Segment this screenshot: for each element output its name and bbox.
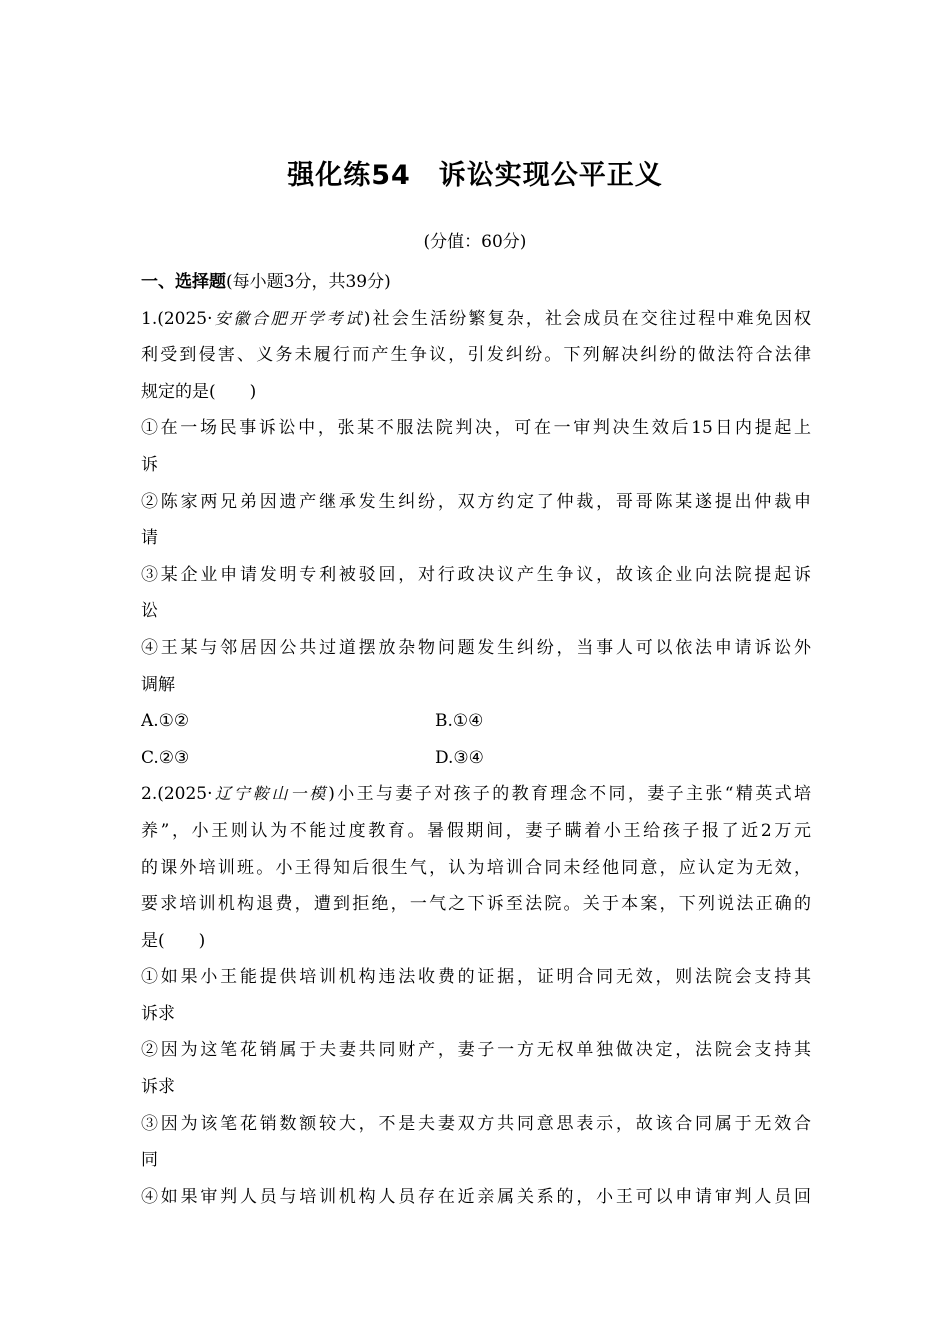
- q2-statement-1-cont: 诉求: [141, 1003, 175, 1024]
- score-info: (分值：60分): [423, 232, 527, 252]
- q1-option-b: B.①④: [435, 711, 484, 732]
- q1-statement-4: ④王某与邻居因公共过道摆放杂物问题发生纠纷，当事人可以依法申请诉讼外: [141, 637, 811, 658]
- q2-source: 辽宁鞍山一模: [212, 784, 329, 804]
- section-heading: [141, 264, 811, 301]
- q1-options-row-1: [141, 703, 811, 740]
- q2-number: 2.(2025·: [141, 784, 213, 805]
- q1-number: 1.(2025·: [141, 308, 213, 329]
- question-content: [141, 264, 811, 1215]
- q1-stem-line-1: [141, 301, 811, 338]
- q2-statement-4: ④如果审判人员与培训机构人员存在近亲属关系的，小王可以申请审判人员回: [141, 1186, 811, 1207]
- q1-statement-1-cont: 诉: [141, 454, 158, 475]
- q2-stem-line-2: 养”，小王则认为不能过度教育。暑假期间，妻子瞒着小王给孩子报了近2万元: [141, 820, 811, 841]
- q1-option-d: D.③④: [435, 747, 484, 768]
- q1-statement-4-cont: 调解: [141, 674, 175, 695]
- q1-stem-line-2: 利受到侵害、义务未履行而产生争议，引发纠纷。下列解决纠纷的做法符合法律: [141, 345, 811, 366]
- q1-statement-2: ②陈家两兄弟因遗产继承发生纠纷，双方约定了仲裁，哥哥陈某遂提出仲裁申: [141, 491, 811, 512]
- q2-stem-line-3: 的课外培训班。小王得知后很生气，认为培训合同未经他同意，应认定为无效，: [141, 857, 811, 878]
- q1-stem-text: )社会生活纷繁复杂，社会成员在交往过程中难免因权: [363, 308, 811, 329]
- page-title: 强化练54 诉讼实现公平正义: [287, 160, 663, 191]
- q1-statement-3: ③某企业申请发明专利被驳回，对行政决议产生争议，故该企业向法院提起诉: [141, 564, 811, 585]
- q2-statement-2-cont: 诉求: [141, 1077, 175, 1098]
- section-note: (每小题3分，共39分): [226, 272, 391, 292]
- q2-statement-1: ①如果小王能提供培训机构违法收费的证据，证明合同无效，则法院会支持其: [141, 967, 811, 988]
- q1-source: 安徽合肥开学考试: [212, 308, 364, 328]
- q1-stem-line-3: 规定的是( ): [141, 381, 257, 402]
- q2-stem-text: )小王与妻子对孩子的教育理念不同，妻子主张“精英式培: [328, 784, 811, 805]
- q2-stem-line-4: 要求培训机构退费，遭到拒绝，一气之下诉至法院。关于本案，下列说法正确的: [141, 894, 811, 915]
- q1-statement-1: ①在一场民事诉讼中，张某不服法院判决，可在一审判决生效后15日内提起上: [141, 418, 811, 439]
- q2-statement-3: ③因为该笔花销数额较大，不是夫妻双方共同意思表示，故该合同属于无效合: [141, 1113, 811, 1134]
- section-title: 一、选择题: [141, 272, 226, 292]
- q1-statement-2-cont: 请: [141, 528, 158, 549]
- q2-stem-line-5: 是( ): [141, 930, 206, 951]
- q2-statement-2: ②因为这笔花销属于夫妻共同财产，妻子一方无权单独做决定，法院会支持其: [141, 1040, 811, 1061]
- q1-option-c: C.②③: [141, 747, 190, 768]
- q1-options-row-2: [141, 740, 811, 777]
- q2-stem-line-1: [141, 776, 811, 813]
- q1-option-a: A.①②: [141, 711, 190, 732]
- q1-statement-3-cont: 讼: [141, 601, 158, 622]
- q2-statement-3-cont: 同: [141, 1150, 158, 1171]
